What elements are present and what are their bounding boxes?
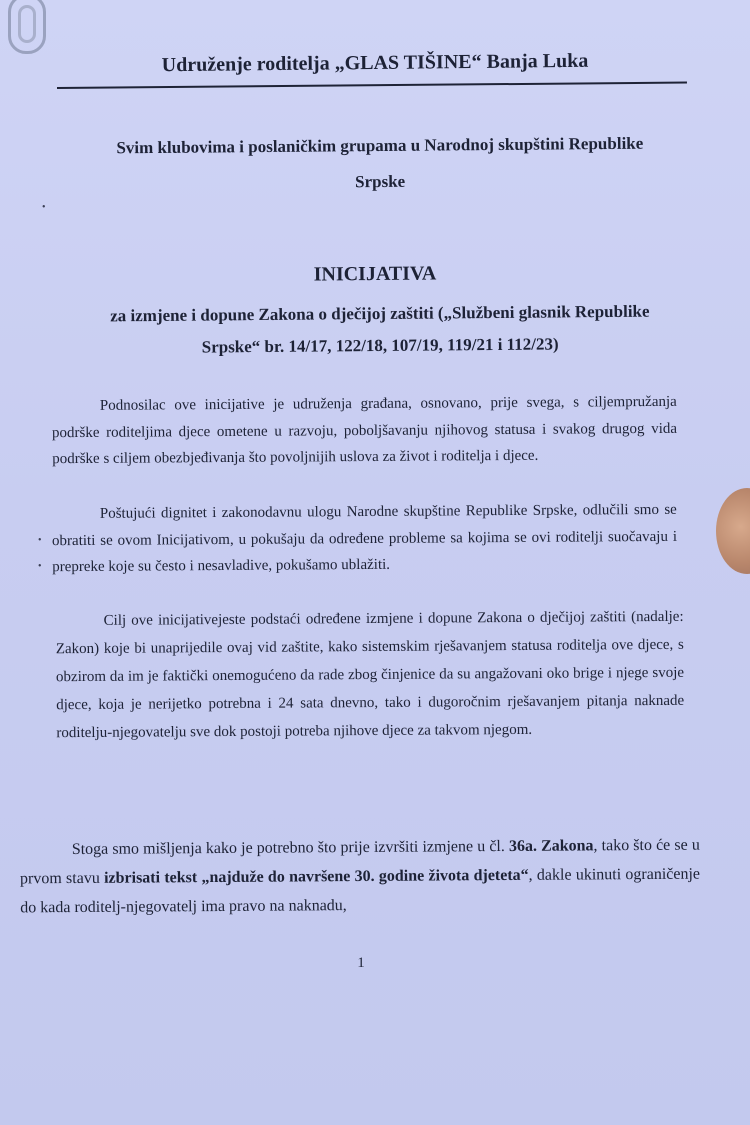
stray-mark: • bbox=[38, 561, 42, 572]
document-subtitle bbox=[60, 295, 701, 365]
subtitle-line-2: Srpske“ br. 14/17, 122/18, 107/19, 119/21 i 112/23) bbox=[201, 334, 559, 357]
subtitle-line-1: za izmjene i dopune Zakona o dječijoj zaštiti („Službeni glasnik Republike bbox=[110, 301, 650, 326]
paragraph-4-deletion-text: izbrisati tekst „najduže do navršene 30. godine života djeteta“ bbox=[103, 866, 529, 887]
finger-edge bbox=[716, 488, 750, 574]
paragraph-1: Podnosilac ove inicijative je udruženja građana, osnovano, prije svega, s ciljempružanja podrške roditeljima djece ometene u razvoju, poboljšavanju njihovog statusa i svakog drugog vida podrške s ciljem obezbjeđivanja što povoljnijih uslova za život i roditelja i djece. bbox=[51, 393, 678, 468]
paperclip-icon bbox=[8, 0, 46, 54]
paragraph-4-text-1: Stoga smo mišljenja kako je potrebno što prije izvršiti izmjene u čl. bbox=[71, 837, 510, 859]
stray-mark: • bbox=[38, 535, 42, 546]
addressee-line-1: Svim klubovima i poslaničkim grupama u Narodnoj skupštini Republike bbox=[116, 133, 644, 158]
paragraph-2: Poštujući dignitet i zakonodavnu ulogu Narodne skupštine Republike Srpske, odlučili smo se obratiti se ovom Inicijativom, u pokušaju da određene probleme sa kojima se ovi roditelji suočavaju i prepreke koje su često i nesavladive, pokušamo ublažiti. bbox=[51, 501, 678, 576]
addressee-line-2: Srpske bbox=[355, 171, 406, 192]
header-divider bbox=[57, 82, 687, 89]
paragraph-4 bbox=[20, 831, 701, 923]
document-title: INICIJATIVA bbox=[313, 262, 437, 286]
paragraph-3: Cilj ove inicijativejeste podstaći određene izmjene i dopune Zakona o dječijoj zaštiti (nadalje: Zakon) koje bi unaprijedile ovaj vid zaštite, kako sistemskim rješavanjem statusa roditelja ove djece, s obzirom da im je faktički onemogućeno da rade zbog činjenice da su angažovani oko brige i njege svoje djece, koja je nerijetko potrebna i 24 sata dnevno, tako i dugoročnim rješavanjem pitanja naknade roditelju-njegovatelju sve dok postoji potreba njihove djece za takvom njegom. bbox=[55, 608, 685, 742]
addressee-block bbox=[60, 125, 701, 203]
paragraph-4-text-3: , dakle ukinuti ograničenje do kada roditelj-njegovatelj ima pravo na naknadu, bbox=[20, 865, 701, 917]
page-number: 1 bbox=[357, 955, 365, 971]
paragraph-4-text-2: , tako što će se u prvom stavu bbox=[19, 836, 700, 888]
stray-mark: • bbox=[42, 202, 46, 213]
organization-header: Udruženje roditelja „GLAS TIŠINE“ Banja Luka bbox=[161, 49, 589, 77]
paragraph-4-article-ref: 36a. Zakona bbox=[508, 837, 594, 855]
